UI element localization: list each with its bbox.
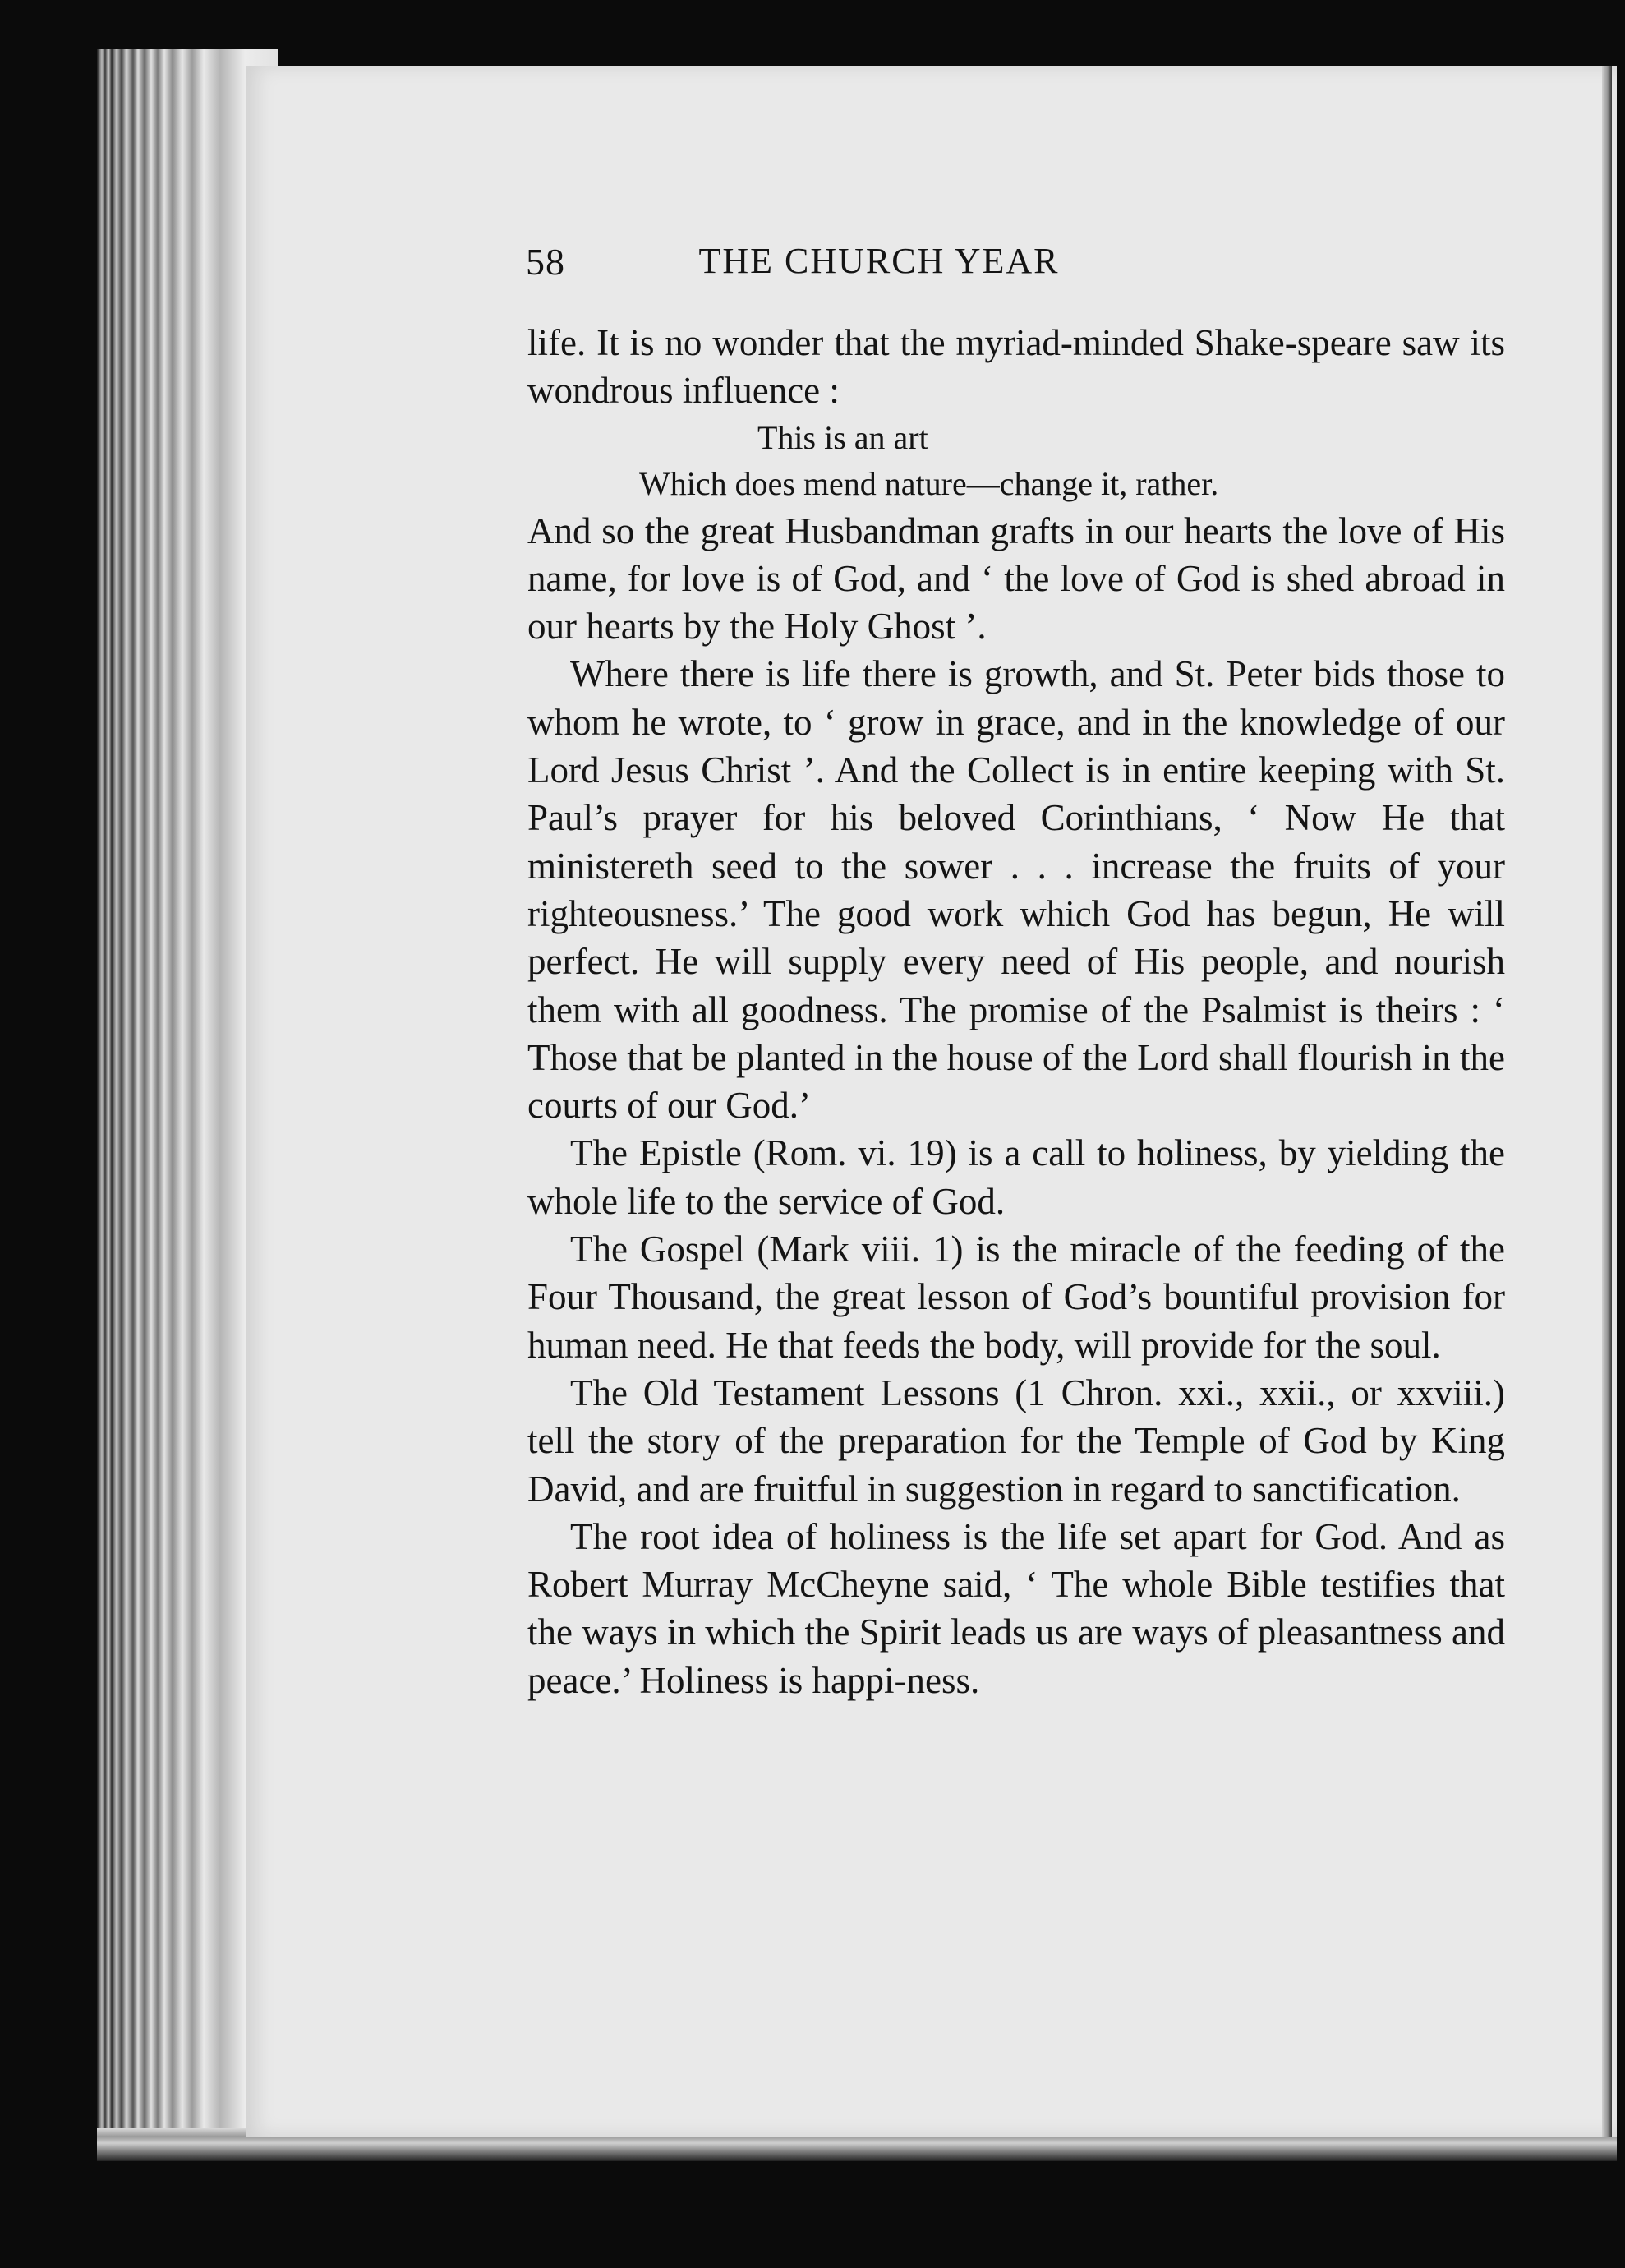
paragraph: life. It is no wonder that the myriad-minded Shake-speare saw its wondrous influence : xyxy=(527,322,1505,412)
page-header xyxy=(526,240,1232,297)
running-title: THE CHURCH YEAR xyxy=(698,241,1060,281)
paragraph: The Gospel (Mark viii. 1) is the miracle of the feeding of the Four Thousand, the great lesson of God’s bountiful provision for human need. He that feeds the body, will provide for the soul. xyxy=(527,1228,1505,1366)
verse-line: Which does mend nature—change it, rather. xyxy=(639,464,1219,502)
verse-quotation xyxy=(527,415,1505,507)
page-right-edge xyxy=(1602,66,1612,2137)
body-text xyxy=(527,319,1505,1704)
paragraph: And so the great Husbandman grafts in our hearts the love of His name, for love is of God, and ‘ the love of God is shed abroad in our hearts by the Holy Ghost ’. xyxy=(527,509,1505,648)
paragraph: The Old Testament Lessons (1 Chron. xxi., xxii., or xxviii.) tell the story of the preparation for the Temple of God by King David, and are fruitful in suggestion in regard to sanctification. xyxy=(527,1371,1505,1510)
verse-line: This is an art xyxy=(757,418,928,456)
paragraph: The root idea of holiness is the life set apart for God. And as Robert Murray McCheyne said, ‘ The whole Bible testifies that the ways in which the Spirit leads us are ways of pleasantness and peace.’ Holiness is happi-ness. xyxy=(527,1515,1505,1701)
paragraph: The Epistle (Rom. vi. 19) is a call to holiness, by yielding the whole life to the service of God. xyxy=(527,1132,1505,1222)
page-number: 58 xyxy=(526,241,565,283)
paragraph: Where there is life there is growth, and St. Peter bids those to whom he wrote, to ‘ grow in grace, and in the knowledge of our Lord Jesus Christ ’. And the Collect is in entire keeping with St. Paul’s prayer for his beloved Corinthians, ‘ Now He that ministereth seed to the sower . . . increase the fruits of your righteousness.’ The good work which God has begun, He will perfect. He will supply every need of His people, and nourish them with all goodness. The promise of the Psalmist is theirs : ‘ Those that be planted in the house of the Lord shall flourish in the courts of our God.’ xyxy=(527,653,1505,1127)
